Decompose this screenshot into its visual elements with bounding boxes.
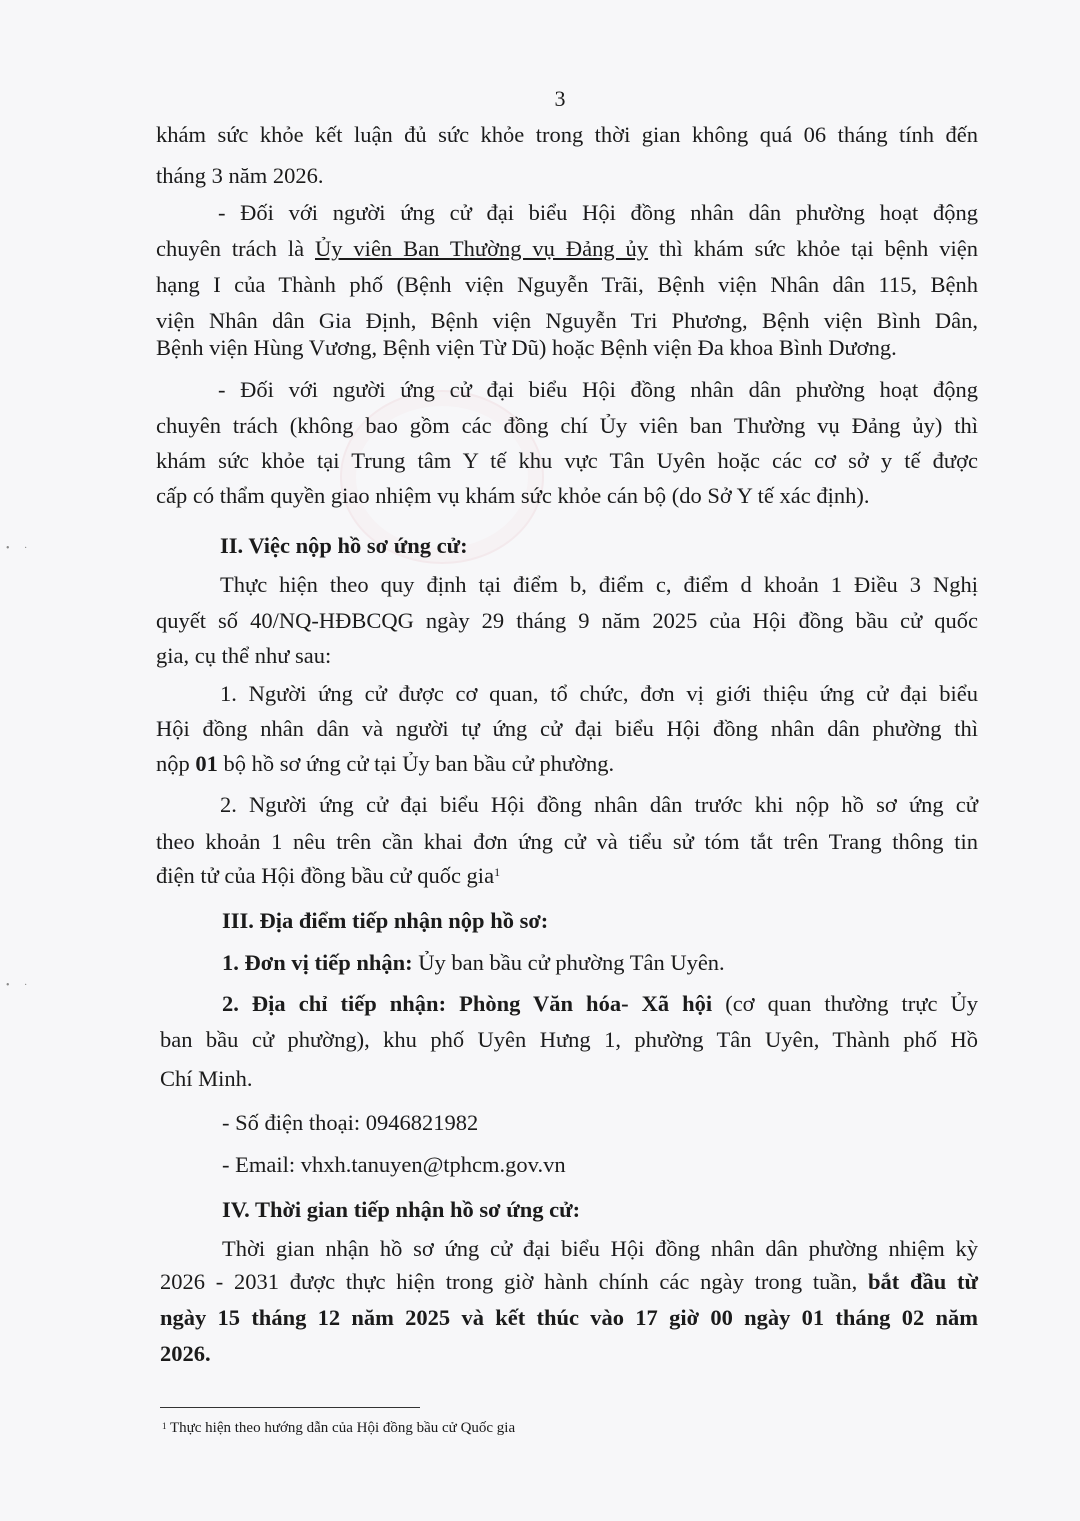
body-line: Hội đồng nhân dân và người tự ứng cử đại biểu Hội đồng nhân dân phường thì: [156, 716, 978, 741]
section-heading-ii: II. Việc nộp hồ sơ ứng cử:: [220, 533, 468, 558]
body-line: nộp 01 bộ hồ sơ ứng cử tại Ủy ban bầu cử phường.: [156, 751, 615, 776]
body-line: quyết số 40/NQ-HĐBCQG ngày 29 tháng 9 năm 2025 của Hội đồng bầu cử quốc: [156, 608, 978, 633]
body-line: Thực hiện theo quy định tại điểm b, điểm c, điểm d khoản 1 Điều 3 Nghị: [220, 572, 978, 597]
body-line: Thời gian nhận hồ sơ ứng cử đại biểu Hội đồng nhân dân phường nhiệm kỳ: [222, 1236, 978, 1261]
list-item-1: 1. Người ứng cử được cơ quan, tổ chức, đơn vị giới thiệu ứng cử đại biểu: [220, 681, 978, 706]
body-line: chuyên trách (không bao gồm các đồng chí Ủy viên ban Thường vụ Đảng ủy) thì: [156, 413, 978, 438]
email-address: - Email: vhxh.tanuyen@tphcm.gov.vn: [222, 1152, 566, 1177]
bullet-paragraph-start: - Đối với người ứng cử đại biểu Hội đồng nhân dân phường hoạt động: [218, 200, 978, 225]
list-item-2: 2. Người ứng cử đại biểu Hội đồng nhân dân trước khi nộp hồ sơ ứng cử: [220, 792, 978, 817]
body-line: Chí Minh.: [160, 1066, 253, 1091]
body-line: Bệnh viện Hùng Vương, Bệnh viện Từ Dũ) hoặc Bệnh viện Đa khoa Bình Dương.: [156, 335, 897, 360]
body-line: gia, cụ thể như sau:: [156, 643, 332, 668]
page-number: 3: [554, 86, 566, 111]
scan-mark: • ·: [6, 980, 34, 991]
body-line: ban bầu cử phường), khu phố Uyên Hưng 1, phường Tân Uyên, Thành phố Hồ: [160, 1027, 978, 1052]
body-line: chuyên trách là Ủy viên Ban Thường vụ Đảng ủy thì khám sức khỏe tại bệnh viện: [156, 236, 978, 261]
body-line: hạng I của Thành phố (Bệnh viện Nguyễn Trãi, Bệnh viện Nhân dân 115, Bệnh: [156, 272, 978, 297]
body-line: khám sức khỏe kết luận đủ sức khỏe trong thời gian không quá 06 tháng tính đến: [156, 122, 978, 147]
footnote-ref[interactable]: 1: [494, 865, 501, 879]
deadline-line: ngày 15 tháng 12 năm 2025 và kết thúc vào 17 giờ 00 ngày 01 tháng 02 năm: [160, 1305, 978, 1330]
body-line: tháng 3 năm 2026.: [156, 163, 324, 188]
scan-mark: • ·: [6, 543, 34, 554]
receiving-address: 2. Địa chỉ tiếp nhận: Phòng Văn hóa- Xã hội (cơ quan thường trực Ủy: [222, 991, 978, 1016]
bold-count: 01: [195, 751, 218, 776]
footnote: $^1$ Thực hiện theo hướng dẫn của Hội đồng bầu cử Quốc gia: [162, 1420, 516, 1436]
body-line: điện tử của Hội đồng bầu cử quốc gia$^1$: [156, 863, 501, 888]
body-line: cấp có thẩm quyền giao nhiệm vụ khám sức khỏe cán bộ (do Sở Y tế xác định).: [156, 483, 870, 508]
section-heading-iii: III. Địa điểm tiếp nhận nộp hồ sơ:: [222, 908, 549, 933]
body-line: viện Nhân dân Gia Định, Bệnh viện Nguyễn Tri Phương, Bệnh viện Bình Dân,: [156, 308, 978, 333]
receiving-unit: 1. Đơn vị tiếp nhận: Ủy ban bầu cử phường Tân Uyên.: [222, 950, 725, 975]
body-line: theo khoản 1 nêu trên cần khai đơn ứng cử và tiểu sử tóm tắt trên Trang thông tin: [156, 829, 978, 854]
footnote-divider: [160, 1407, 420, 1408]
deadline-line: 2026.: [160, 1341, 211, 1366]
body-line: 2026 - 2031 được thực hiện trong giờ hành chính các ngày trong tuần, bắt đầu từ: [160, 1269, 979, 1294]
section-heading-iv: IV. Thời gian tiếp nhận hồ sơ ứng cử:: [222, 1197, 581, 1222]
body-line: khám sức khỏe tại Trung tâm Y tế khu vực Tân Uyên hoặc các cơ sở y tế được: [156, 448, 978, 473]
underlined-phrase: Ủy viên Ban Thường vụ Đảng ủy: [315, 236, 649, 261]
bullet-paragraph-start: - Đối với người ứng cử đại biểu Hội đồng nhân dân phường hoạt động: [218, 377, 978, 402]
phone-number: - Số điện thoại: 0946821982: [222, 1110, 479, 1135]
